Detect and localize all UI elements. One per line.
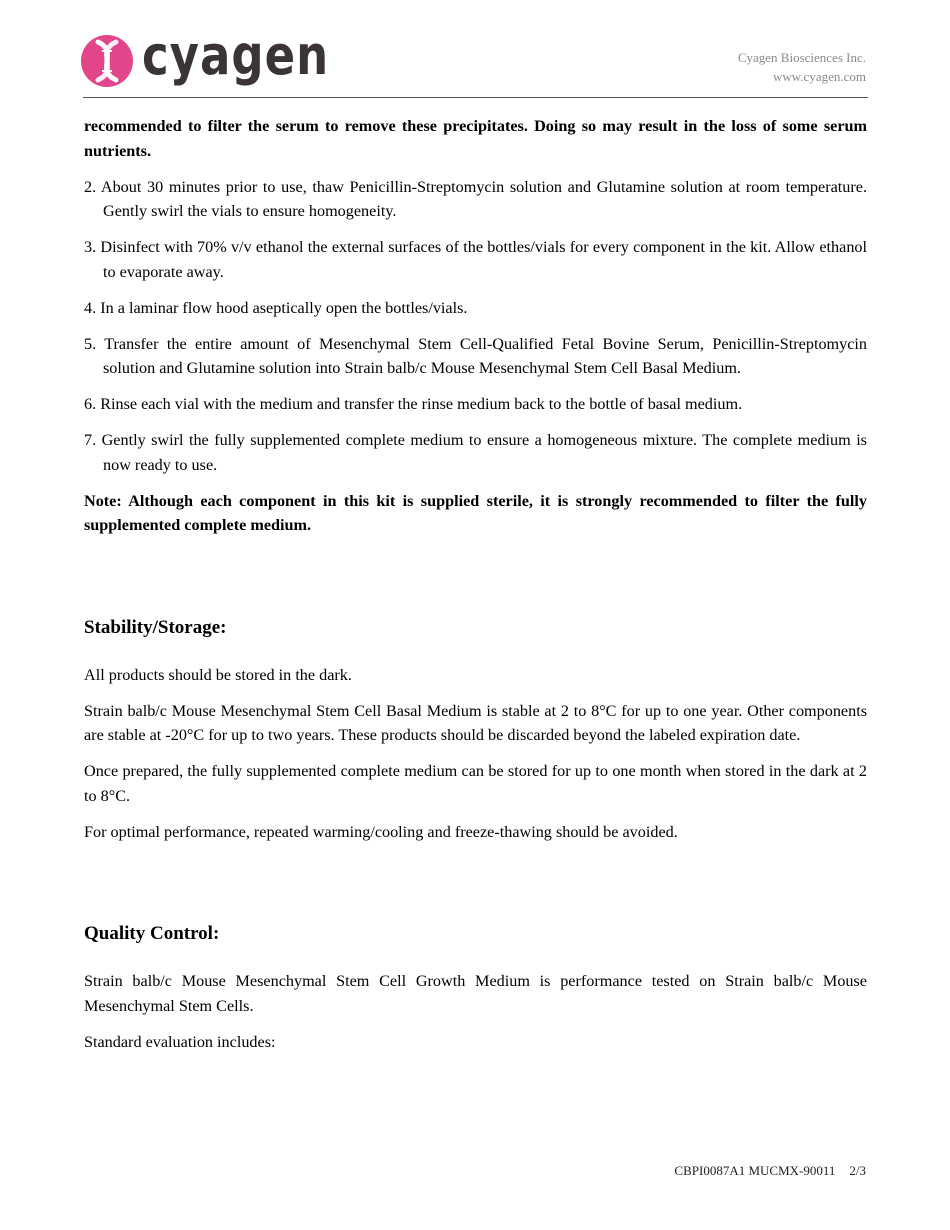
page-footer [674,1163,866,1179]
quality-heading: Quality Control: [84,923,220,944]
step-3: 3. Disinfect with 70% v/v ethanol the external surfaces of the bottles/vials for every component in the kit. Allow ethanol to evaporate away. [84,238,867,281]
filter-note: Note: Although each component in this kit is supplied sterile, it is strongly recommended to filter the fully supplemented complete medium. [84,491,867,534]
step-2: 2. About 30 minutes prior to use, thaw Penicillin-Streptomycin solution and Glutamine solution at room temperature. Gently swirl the vials to ensure homogeneity. [84,177,867,220]
quality-paragraph: Strain balb/c Mouse Mesenchymal Stem Cell Growth Medium is performance tested on Strain balb/c Mouse Mesenchymal Stem Cells. [84,972,867,1015]
cyagen-logo [80,23,330,88]
stability-heading: Stability/Storage: [84,616,227,638]
company-info [738,48,866,86]
intro-note: recommended to filter the serum to remove these precipitates. Doing so may result in the loss of some serum nutrients. [84,117,867,160]
step-5: 5. Transfer the entire amount of Mesenchymal Stem Cell-Qualified Fetal Bovine Serum, Penicillin-Streptomycin solution and Glutamine solution into Strain balb/c Mouse Mesenchymal Stem Cell Basal Medium. [84,334,867,377]
page-content [84,114,867,1066]
header-divider [83,97,868,98]
logo-wordmark: cyagen [142,23,330,87]
stability-paragraph: For optimal performance, repeated warming/cooling and freeze-thawing should be avoided. [84,822,678,841]
quality-paragraph: Standard evaluation includes: [84,1032,276,1051]
step-4: 4. In a laminar flow hood aseptically open the bottles/vials. [84,298,468,317]
page-number: 2/3 [849,1163,866,1178]
document-code: CBPI0087A1 MUCMX-90011 [674,1163,836,1178]
company-name: Cyagen Biosciences Inc. [737,50,866,65]
step-6: 6. Rinse each vial with the medium and transfer the rinse medium back to the bottle of basal medium. [84,395,743,413]
company-website[interactable]: www.cyagen.com [772,69,866,84]
page-header [0,0,950,100]
step-7: 7. Gently swirl the fully supplemented complete medium to ensure a homogeneous mixture. The complete medium is now ready to use. [84,431,867,474]
stability-paragraph: Strain balb/c Mouse Mesenchymal Stem Cell Basal Medium is stable at 2 to 8°C for up to one year. Other components are stable at -20°C for up to two years. These products should be discarded beyond the labeled expiration date. [84,701,867,744]
stability-paragraph: All products should be stored in the dark. [84,665,352,684]
dna-logo-icon [80,34,134,88]
stability-paragraph: Once prepared, the fully supplemented complete medium can be stored for up to one month when stored in the dark at 2 to 8°C. [84,762,867,805]
